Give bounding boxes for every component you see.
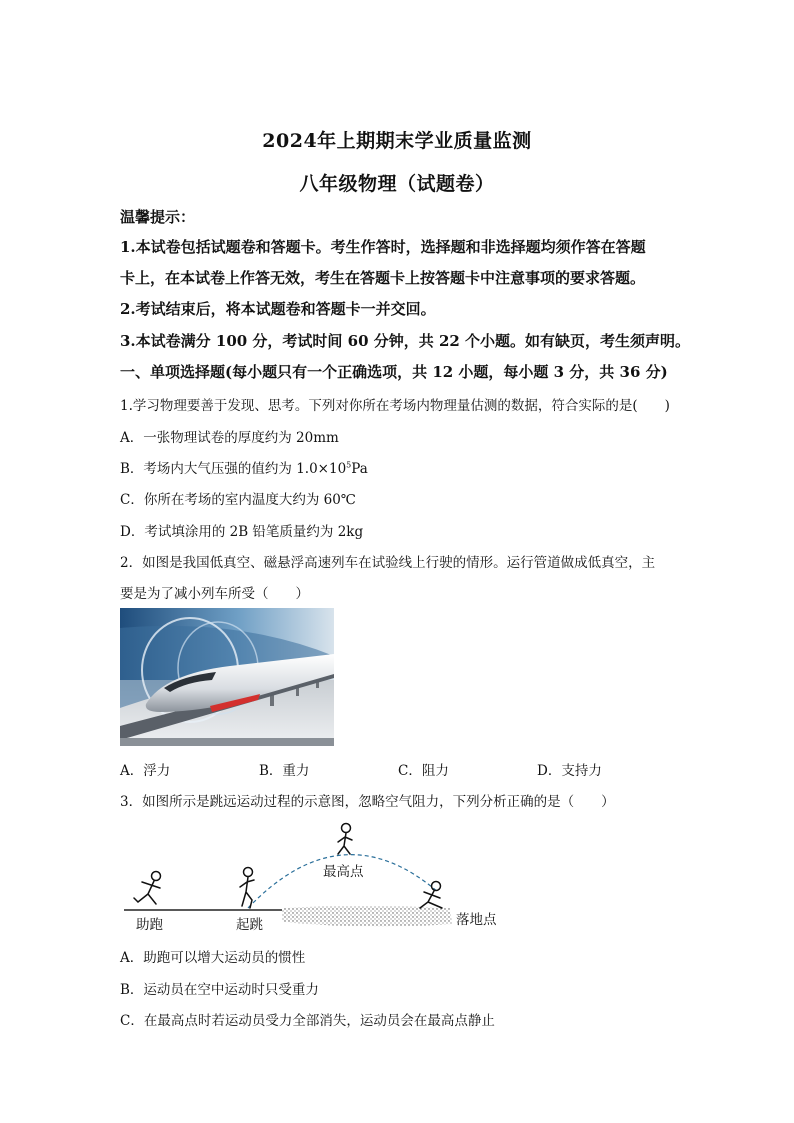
maglev-train-image <box>120 608 334 746</box>
q2-stem-line-2: 要是为了减小列车所受（ ） <box>120 586 309 602</box>
q3-option-c: C．在最高点时若运动员受力全部消失，运动员会在最高点静止 <box>120 1013 495 1029</box>
diagram-label-apex: 最高点 <box>323 864 364 880</box>
q1-option-c: C．你所在考场的室内温度大约为 60℃ <box>120 492 356 508</box>
section-heading: 一、单项选择题(每小题只有一个正确选项，共 12 小题，每小题 3 分，共 36 分) <box>120 363 668 381</box>
page-title: 2024年上期期末学业质量监测 <box>262 130 532 152</box>
diagram-label-takeoff: 起跳 <box>236 917 263 933</box>
q2-option-a: A．浮力 <box>120 763 171 779</box>
q3-option-b: B．运动员在空中运动时只受重力 <box>120 982 319 998</box>
notice-item-1-line-1: 1.本试卷包括试题卷和答题卡。考生作答时，选择题和非选择题均须作答在答题 <box>120 238 646 256</box>
q2-option-d: D．支持力 <box>537 763 602 779</box>
q1-option-b: B．考场内大气压强的值约为 $1.0\times 10^5Pa$ <box>120 460 368 477</box>
page-subtitle: 八年级物理（试题卷） <box>299 173 495 195</box>
q2-stem-line-1: 2．如图是我国低真空、磁悬浮高速列车在试验线上行驶的情形。运行管道做成低真空，主 <box>120 555 656 571</box>
q1-stem: 1.学习物理要善于发现、思考。下列对你所在考场内物理量估测的数据，符合实际的是( ) <box>120 398 670 414</box>
notice-item-2: 2.考试结束后，将本试题卷和答题卡一并交回。 <box>120 300 436 318</box>
long-jump-diagram <box>120 820 510 935</box>
notice-item-3: 3.本试卷满分 100 分，考试时间 60 分钟，共 22 个小题。如有缺页，考生须声明。 <box>120 332 691 350</box>
q2-option-b: B．重力 <box>259 763 310 779</box>
diagram-label-landing: 落地点 <box>456 912 497 928</box>
q1-option-d: D．考试填涂用的 2B 铅笔质量约为 2kg <box>120 524 364 540</box>
notice-heading: 温馨提示： <box>120 208 196 226</box>
q2-option-c: C．阻力 <box>398 763 449 779</box>
notice-item-1-line-2: 卡上，在本试卷上作答无效，考生在答题卡上按答题卡中注意事项的要求答题。 <box>120 269 646 287</box>
q3-option-a: A．助跑可以增大运动员的惯性 <box>120 950 306 966</box>
diagram-label-run: 助跑 <box>136 917 163 933</box>
q3-stem: 3．如图所示是跳远运动过程的示意图，忽略空气阻力，下列分析正确的是（ ） <box>120 794 615 810</box>
q1-option-a: A．一张物理试卷的厚度约为 20mm <box>120 430 339 446</box>
